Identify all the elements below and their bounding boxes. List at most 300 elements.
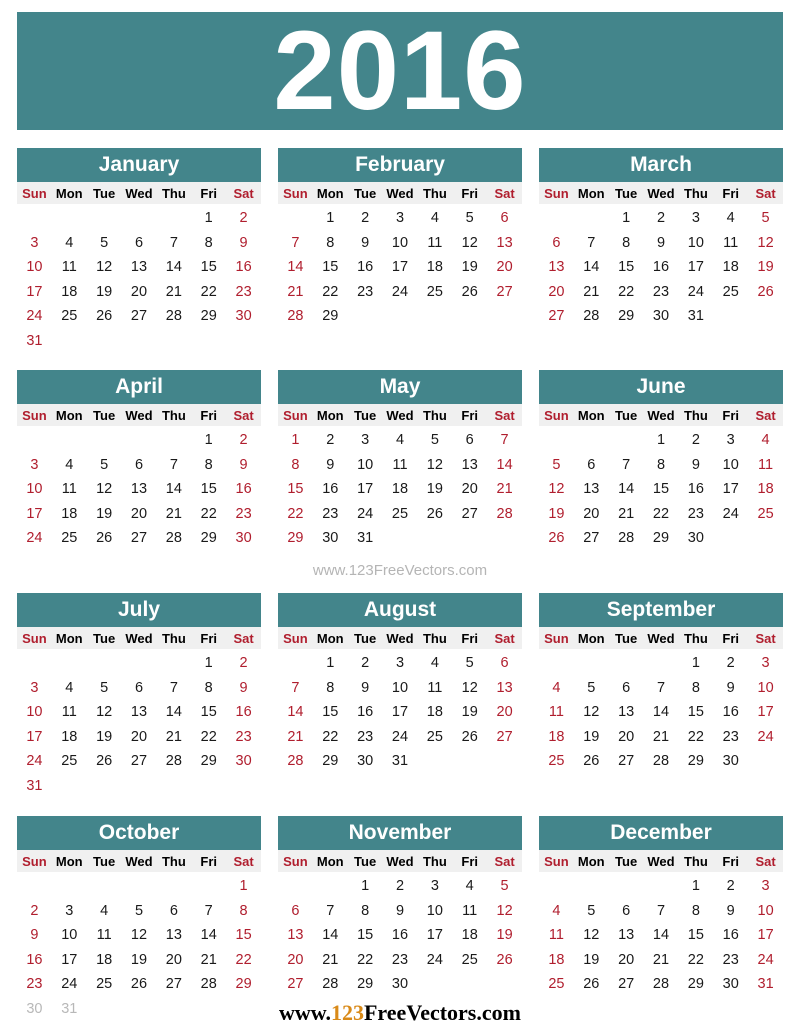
- day-cell: 30: [322, 530, 339, 547]
- month-name: October: [17, 816, 261, 850]
- weekday-label: Sat: [233, 630, 254, 646]
- day-cell: 19: [548, 505, 565, 522]
- day-cell: 1: [204, 432, 213, 448]
- day-cell: 18: [426, 259, 443, 276]
- day-cell: 19: [583, 728, 600, 745]
- day-cell: 28: [652, 976, 670, 993]
- day-cell: 26: [96, 753, 113, 770]
- day-cell: 15: [687, 704, 704, 721]
- day-cell: 1: [691, 878, 700, 894]
- weekday-label: Thu: [683, 630, 708, 646]
- day-cell: 26: [426, 505, 443, 522]
- weekday-label: Wed: [125, 407, 153, 423]
- day-cell: 7: [656, 679, 666, 696]
- day-cell: 28: [618, 530, 635, 547]
- day-cell: 13: [618, 927, 635, 944]
- weekday-label: Sun: [544, 853, 569, 869]
- day-cell: 28: [496, 505, 513, 522]
- weekday-label: Fri: [200, 630, 218, 646]
- day-cell: 24: [687, 283, 704, 300]
- day-cell: 18: [722, 259, 739, 276]
- empty-cell: [278, 651, 313, 676]
- day-cell: 22: [200, 283, 217, 300]
- day-cell: 1: [656, 432, 666, 448]
- day-cell: 4: [552, 679, 561, 696]
- day-cell: 19: [461, 704, 478, 721]
- day-cell: 18: [96, 951, 113, 968]
- day-cell: 19: [96, 505, 113, 522]
- day-cell: 5: [134, 902, 144, 919]
- day-cell: 20: [548, 283, 565, 300]
- day-cell: 1: [204, 210, 213, 226]
- day-cell: 12: [96, 259, 113, 276]
- day-cell: 26: [130, 976, 148, 993]
- day-cell: 22: [235, 951, 252, 968]
- day-cell: 3: [726, 432, 735, 448]
- empty-cell: [644, 874, 679, 899]
- weekday-label: Sat: [233, 185, 254, 201]
- day-cell: 21: [322, 951, 339, 968]
- weekday-label: Wed: [386, 853, 414, 869]
- day-cell: 3: [761, 878, 770, 894]
- day-cell: 26: [461, 283, 478, 300]
- day-cell: 5: [430, 432, 439, 448]
- day-cell: 14: [287, 259, 304, 276]
- day-cell: 5: [465, 210, 474, 226]
- day-cell: 22: [687, 951, 704, 968]
- day-cell: 6: [134, 679, 144, 696]
- day-cell: 1: [239, 878, 248, 894]
- weekday-label: Tue: [615, 630, 638, 646]
- day-cell: 23: [26, 976, 43, 993]
- day-cell: 14: [165, 481, 182, 498]
- day-cell: 28: [165, 530, 182, 547]
- days-grid: [278, 426, 522, 551]
- day-cell: 22: [618, 283, 635, 300]
- empty-cell: [191, 874, 226, 899]
- day-cell: 10: [757, 679, 774, 696]
- empty-cell: [539, 206, 574, 231]
- day-cell: 5: [100, 234, 109, 251]
- weekday-label: Wed: [386, 407, 414, 423]
- day-cell: 26: [461, 728, 478, 745]
- weekday-label: Wed: [125, 185, 153, 201]
- day-cell: 16: [722, 927, 739, 944]
- days-grid: [539, 649, 783, 774]
- weekday-header: [539, 627, 783, 649]
- day-cell: 30: [391, 976, 409, 993]
- day-cell: 8: [691, 679, 700, 696]
- day-cell: 7: [291, 234, 300, 251]
- day-cell: 1: [361, 878, 370, 894]
- day-cell: 27: [287, 976, 304, 993]
- month-february: [278, 148, 522, 329]
- day-cell: 7: [587, 234, 596, 251]
- day-cell: 4: [65, 679, 74, 696]
- day-cell: 5: [587, 902, 596, 919]
- empty-cell: [156, 874, 191, 899]
- day-cell: 4: [395, 432, 405, 448]
- day-cell: 18: [61, 283, 78, 300]
- weekday-header: [278, 182, 522, 204]
- day-cell: 24: [391, 728, 409, 745]
- day-cell: 3: [430, 878, 439, 894]
- weekday-label: Fri: [461, 407, 479, 423]
- day-cell: 9: [656, 234, 666, 251]
- day-cell: 28: [287, 753, 304, 770]
- day-cell: 18: [548, 951, 565, 968]
- day-cell: 31: [391, 753, 409, 770]
- day-cell: 28: [322, 976, 339, 993]
- day-cell: 9: [239, 456, 248, 473]
- day-cell: 1: [291, 432, 300, 448]
- weekday-label: Tue: [354, 185, 377, 201]
- day-cell: 10: [26, 259, 43, 276]
- weekday-label: Sun: [283, 853, 308, 869]
- day-cell: 18: [548, 728, 565, 745]
- day-cell: 10: [687, 234, 704, 251]
- day-cell: 11: [61, 259, 77, 276]
- day-cell: 5: [100, 679, 109, 696]
- day-cell: 3: [395, 655, 405, 671]
- day-cell: 4: [430, 655, 439, 671]
- day-cell: 20: [130, 728, 148, 745]
- empty-cell: [87, 874, 122, 899]
- weekday-label: Tue: [615, 185, 638, 201]
- day-cell: 2: [239, 210, 248, 226]
- day-cell: 8: [361, 902, 370, 919]
- weekday-label: Thu: [422, 407, 447, 423]
- day-cell: 23: [235, 283, 252, 300]
- day-cell: 26: [583, 976, 600, 993]
- month-may: [278, 370, 522, 551]
- day-cell: 16: [722, 704, 739, 721]
- day-cell: 6: [622, 679, 631, 696]
- day-cell: 16: [235, 481, 252, 498]
- day-cell: 3: [395, 210, 405, 226]
- day-cell: 27: [496, 728, 513, 745]
- day-cell: 27: [618, 753, 635, 770]
- day-cell: 20: [165, 951, 182, 968]
- day-cell: 9: [30, 927, 39, 944]
- day-cell: 14: [652, 927, 670, 944]
- day-cell: 10: [757, 902, 774, 919]
- day-cell: 12: [548, 481, 565, 498]
- day-cell: 9: [395, 902, 405, 919]
- day-cell: 30: [722, 753, 739, 770]
- day-cell: 9: [239, 679, 248, 696]
- day-cell: 4: [552, 902, 561, 919]
- weekday-label: Wed: [647, 185, 675, 201]
- weekday-label: Thu: [161, 630, 186, 646]
- empty-cell: [122, 428, 157, 453]
- month-name: January: [17, 148, 261, 182]
- empty-cell: [156, 428, 191, 453]
- weekday-header: [539, 404, 783, 426]
- day-cell: 29: [235, 976, 252, 993]
- day-cell: 31: [26, 332, 43, 349]
- day-cell: 5: [587, 679, 596, 696]
- weekday-label: Tue: [615, 853, 638, 869]
- day-cell: 25: [96, 976, 113, 993]
- day-cell: 24: [757, 728, 774, 745]
- day-cell: 2: [326, 432, 335, 448]
- day-cell: 5: [500, 878, 509, 894]
- day-cell: 24: [426, 951, 443, 968]
- month-name: September: [539, 593, 783, 627]
- weekday-label: Fri: [722, 185, 740, 201]
- day-cell: 13: [496, 679, 513, 696]
- day-cell: 9: [691, 456, 700, 473]
- month-name: March: [539, 148, 783, 182]
- weekday-label: Thu: [422, 630, 447, 646]
- day-cell: 7: [291, 679, 300, 696]
- days-grid: [539, 204, 783, 329]
- day-cell: 21: [165, 728, 182, 745]
- weekday-label: Wed: [125, 853, 153, 869]
- day-cell: 7: [169, 679, 178, 696]
- day-cell: 8: [656, 456, 666, 473]
- weekday-header: [17, 182, 261, 204]
- month-december: [539, 816, 783, 997]
- day-cell: 24: [391, 283, 409, 300]
- day-cell: 26: [548, 530, 565, 547]
- empty-cell: [17, 651, 52, 676]
- day-cell: 18: [61, 728, 78, 745]
- day-cell: 25: [61, 753, 78, 770]
- day-cell: 29: [200, 308, 217, 325]
- weekday-label: Sun: [283, 185, 308, 201]
- day-cell: 8: [204, 679, 213, 696]
- weekday-header: [278, 627, 522, 649]
- weekday-label: Sat: [755, 853, 776, 869]
- day-cell: 23: [722, 951, 739, 968]
- day-cell: 20: [461, 481, 478, 498]
- day-cell: 2: [239, 432, 248, 448]
- empty-cell: [644, 651, 679, 676]
- day-cell: 6: [291, 902, 300, 919]
- day-cell: 29: [652, 530, 670, 547]
- day-cell: 20: [618, 951, 635, 968]
- day-cell: 28: [200, 976, 217, 993]
- day-cell: 17: [391, 259, 409, 276]
- day-cell: 14: [165, 704, 182, 721]
- day-cell: 28: [165, 753, 182, 770]
- day-cell: 2: [691, 432, 700, 448]
- days-grid: [278, 872, 522, 997]
- day-cell: 6: [134, 456, 144, 473]
- empty-cell: [609, 428, 644, 453]
- day-cell: 21: [496, 481, 513, 498]
- weekday-label: Thu: [683, 185, 708, 201]
- day-cell: 25: [61, 308, 78, 325]
- day-cell: 8: [204, 456, 213, 473]
- day-cell: 17: [26, 728, 43, 745]
- weekday-label: Thu: [683, 853, 708, 869]
- day-cell: 11: [427, 234, 443, 251]
- day-cell: 11: [96, 927, 112, 944]
- month-name: December: [539, 816, 783, 850]
- weekday-label: Mon: [316, 630, 344, 646]
- day-cell: 6: [622, 902, 631, 919]
- weekday-label: Sun: [544, 185, 569, 201]
- day-cell: 22: [687, 728, 704, 745]
- day-cell: 8: [691, 902, 700, 919]
- day-cell: 12: [496, 902, 513, 919]
- day-cell: 12: [583, 927, 600, 944]
- day-cell: 19: [96, 283, 113, 300]
- day-cell: 21: [165, 505, 182, 522]
- day-cell: 4: [465, 878, 474, 894]
- day-cell: 20: [496, 259, 513, 276]
- weekday-label: Sun: [283, 407, 308, 423]
- month-name: November: [278, 816, 522, 850]
- day-cell: 14: [200, 927, 217, 944]
- day-cell: 15: [200, 481, 217, 498]
- day-cell: 26: [496, 951, 513, 968]
- empty-cell: [539, 874, 574, 899]
- day-cell: 24: [26, 530, 43, 547]
- day-cell: 13: [618, 704, 635, 721]
- weekday-label: Mon: [577, 853, 605, 869]
- day-cell: 25: [757, 505, 774, 522]
- day-cell: 8: [204, 234, 213, 251]
- weekday-header: [278, 404, 522, 426]
- days-grid: [278, 204, 522, 329]
- day-cell: 7: [169, 456, 178, 473]
- day-cell: 15: [687, 927, 704, 944]
- day-cell: 22: [357, 951, 374, 968]
- day-cell: 9: [726, 679, 735, 696]
- day-cell: 22: [322, 283, 339, 300]
- day-cell: 7: [622, 456, 631, 473]
- day-cell: 13: [548, 259, 565, 276]
- day-cell: 6: [587, 456, 596, 473]
- empty-cell: [52, 428, 87, 453]
- weekday-label: Mon: [316, 407, 344, 423]
- day-cell: 3: [361, 432, 370, 448]
- day-cell: 16: [652, 259, 670, 276]
- month-name: April: [17, 370, 261, 404]
- day-cell: 21: [200, 951, 217, 968]
- weekday-label: Tue: [354, 407, 377, 423]
- day-cell: 5: [465, 655, 474, 671]
- weekday-label: Thu: [161, 185, 186, 201]
- day-cell: 28: [652, 753, 670, 770]
- day-cell: 24: [722, 505, 739, 522]
- weekday-label: Tue: [93, 407, 116, 423]
- day-cell: 29: [287, 530, 304, 547]
- day-cell: 16: [357, 704, 374, 721]
- weekday-label: Sat: [494, 185, 515, 201]
- day-cell: 26: [96, 530, 113, 547]
- empty-cell: [156, 206, 191, 231]
- day-cell: 11: [61, 704, 77, 721]
- day-cell: 12: [426, 456, 443, 473]
- day-cell: 23: [235, 728, 252, 745]
- day-cell: 10: [426, 902, 443, 919]
- weekday-label: Sat: [755, 407, 776, 423]
- day-cell: 7: [326, 902, 335, 919]
- empty-cell: [52, 651, 87, 676]
- day-cell: 14: [287, 704, 304, 721]
- day-cell: 29: [200, 530, 217, 547]
- day-cell: 19: [461, 259, 478, 276]
- month-january: [17, 148, 261, 354]
- day-cell: 23: [322, 505, 339, 522]
- weekday-label: Tue: [354, 630, 377, 646]
- weekday-label: Mon: [577, 630, 605, 646]
- day-cell: 23: [652, 283, 670, 300]
- weekday-label: Fri: [722, 407, 740, 423]
- day-cell: 2: [361, 210, 370, 226]
- day-cell: 8: [622, 234, 631, 251]
- day-cell: 21: [165, 283, 182, 300]
- day-cell: 30: [26, 1000, 43, 1017]
- empty-cell: [17, 874, 52, 899]
- day-cell: 6: [500, 210, 509, 226]
- weekday-label: Mon: [55, 853, 83, 869]
- day-cell: 30: [687, 530, 704, 547]
- month-name: May: [278, 370, 522, 404]
- day-cell: 13: [461, 456, 478, 473]
- month-name: June: [539, 370, 783, 404]
- day-cell: 14: [496, 456, 513, 473]
- day-cell: 9: [361, 234, 370, 251]
- day-cell: 25: [61, 530, 78, 547]
- day-cell: 9: [726, 902, 735, 919]
- day-cell: 15: [618, 259, 635, 276]
- day-cell: 30: [722, 976, 739, 993]
- day-cell: 20: [287, 951, 304, 968]
- day-cell: 15: [287, 481, 304, 498]
- day-cell: 7: [169, 234, 178, 251]
- watermark: www.123FreeVectors.com: [312, 562, 488, 579]
- day-cell: 20: [130, 283, 148, 300]
- day-cell: 27: [130, 530, 148, 547]
- day-cell: 4: [100, 902, 109, 919]
- day-cell: 22: [652, 505, 670, 522]
- day-cell: 31: [26, 777, 43, 794]
- month-april: [17, 370, 261, 551]
- day-cell: 25: [548, 753, 565, 770]
- day-cell: 7: [500, 432, 509, 448]
- days-grid: [278, 649, 522, 774]
- weekday-label: Thu: [422, 185, 447, 201]
- empty-cell: [539, 428, 574, 453]
- weekday-label: Wed: [386, 185, 414, 201]
- empty-cell: [122, 874, 157, 899]
- year-banner: [17, 8, 783, 133]
- day-cell: 12: [96, 481, 113, 498]
- day-cell: 16: [391, 927, 409, 944]
- day-cell: 31: [757, 976, 774, 993]
- day-cell: 25: [426, 283, 443, 300]
- day-cell: 7: [204, 902, 213, 919]
- month-march: [539, 148, 783, 329]
- day-cell: 12: [461, 234, 478, 251]
- day-cell: 2: [726, 878, 735, 894]
- day-cell: 27: [583, 530, 600, 547]
- day-cell: 29: [322, 308, 339, 325]
- day-cell: 22: [200, 505, 217, 522]
- month-name: July: [17, 593, 261, 627]
- weekday-label: Sun: [22, 407, 47, 423]
- day-cell: 26: [583, 753, 600, 770]
- day-cell: 9: [326, 456, 335, 473]
- day-cell: 11: [392, 456, 408, 473]
- day-cell: 2: [361, 655, 370, 671]
